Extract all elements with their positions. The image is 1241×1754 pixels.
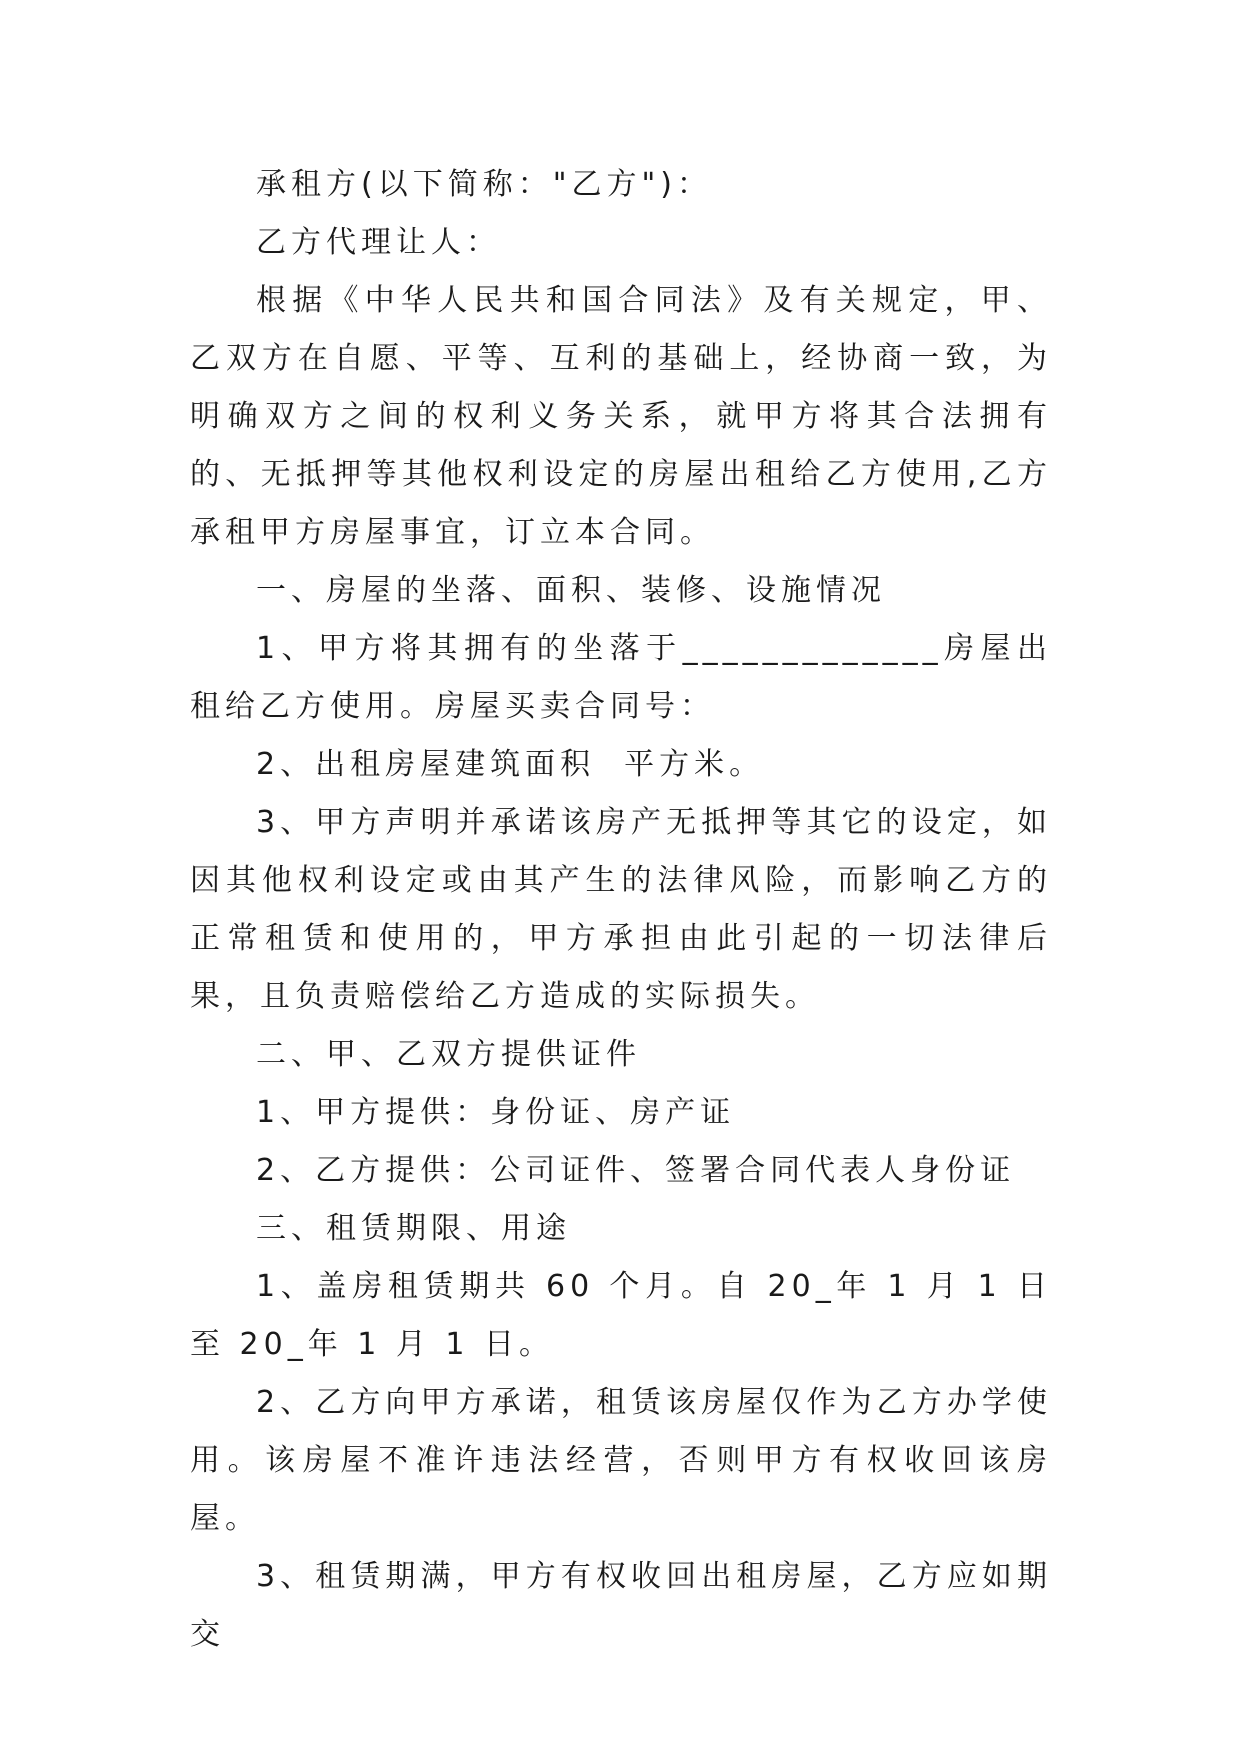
paragraph-lessee: 承租方(以下简称："乙方")： <box>256 167 713 202</box>
paragraph-preamble: 根据《中华人民共和国合同法》及有关规定，甲、乙双方在自愿、平等、互利的基础上，经协商一致，为明确双方之间的权利义务关系，就甲方将其合法拥有的、无抵押等其他权利设定的房屋出租给乙方使用,乙方承租甲方房屋事宜，订立本合同。 <box>190 283 1052 550</box>
paragraph-lessee-agent: 乙方代理让人： <box>256 225 501 260</box>
clause-1-3: 3、甲方声明并承诺该房产无抵押等其它的设定，如因其他权利设定或由其产生的法律风险，而影响乙方的正常租赁和使用的，甲方承担由此引起的一切法律后果，且负责赔偿给乙方造成的实际损失。 <box>190 805 1052 1014</box>
section-heading-property: 一、房屋的坐落、面积、装修、设施情况 <box>256 573 886 608</box>
clause-1-2: 2、出租房屋建筑面积 平方米。 <box>256 747 765 782</box>
clause-2-2: 2、乙方提供：公司证件、签署合同代表人身份证 <box>256 1153 1016 1188</box>
clause-3-2: 2、乙方向甲方承诺，租赁该房屋仅作为乙方办学使用。该房屋不准许违法经营，否则甲方有权收回该房屋。 <box>190 1385 1052 1536</box>
clause-3-3: 3、租赁期满，甲方有权收回出租房屋，乙方应如期交 <box>190 1559 1052 1652</box>
section-heading-term: 三、租赁期限、用途 <box>256 1211 571 1246</box>
section-heading-documents: 二、甲、乙双方提供证件 <box>256 1037 641 1072</box>
contract-body <box>190 156 1052 1664</box>
clause-1-1: 1、甲方将其拥有的坐落于_____________房屋出租给乙方使用。房屋买卖合同号： <box>190 631 1052 724</box>
clause-3-1: 1、盖房租赁期共 60 个月。自 20_年 1 月 1 日至 20_年 1 月 1 日。 <box>190 1269 1052 1362</box>
clause-2-1: 1、甲方提供：身份证、房产证 <box>256 1095 736 1130</box>
